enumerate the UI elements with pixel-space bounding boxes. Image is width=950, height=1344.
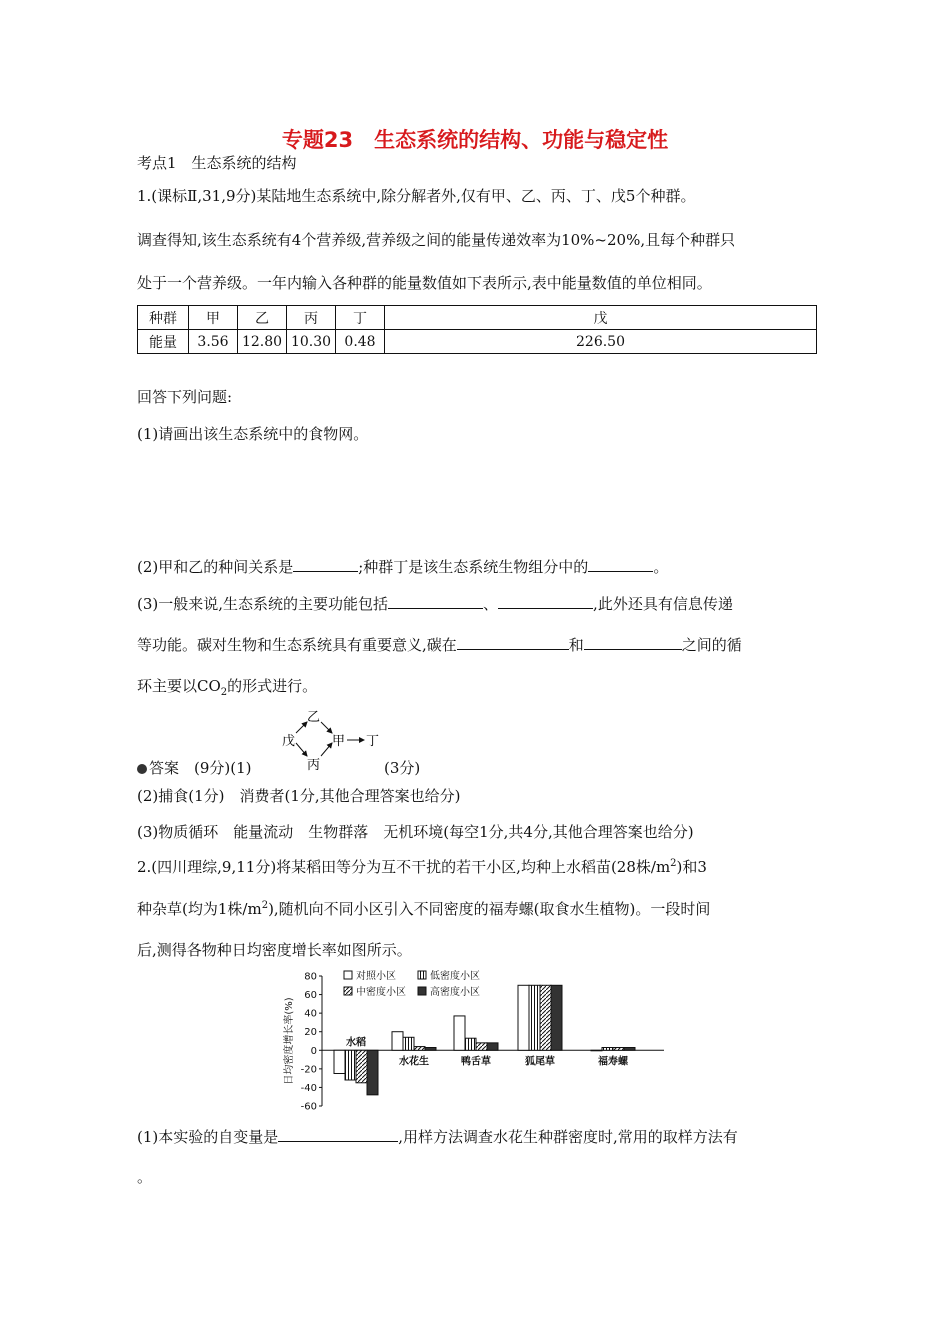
q2-line3: 后,测得各物种日均密度增长率如图所示。 [137,941,412,959]
legend-label: 中密度小区 [356,987,406,998]
q1-sub2-text-a: (2)甲和乙的种间关系是 [137,558,294,576]
q1-sub3-text-b: 、 [483,595,499,613]
food-web-diagram [276,706,386,772]
q2-line2-text-b: ),随机向不同小区引入不同密度的福寿螺(取食水生植物)。一段时间 [268,900,711,918]
bar [624,1048,635,1051]
bar [356,1050,367,1083]
bar [367,1050,378,1095]
bar [591,1050,602,1051]
q1-answer-line1 [137,757,252,778]
answer-score: (9分)(1) [194,759,252,777]
section-heading: 考点1 生态系统的结构 [137,154,297,172]
table-cell: 0.48 [336,330,385,354]
answer-blank[interactable] [457,635,569,650]
category-label: 福寿螺 [598,1056,628,1068]
q1-sub3-text-g-post: 的形式进行。 [227,677,318,695]
answer-label: 答案 [149,759,180,777]
q2-line1-text-b: )和3 [676,858,707,876]
q1-sub3-text-g-pre: 环主要以CO [137,677,221,695]
y-axis-label: 日均密度增长率(%) [284,997,295,1085]
q1-sub3-text-a: (3)一般来说,生态系统的主要功能包括 [137,595,389,613]
legend-label: 低密度小区 [430,971,480,982]
q1-sub3-line3 [137,675,317,698]
q2-sub1-text-b: ,用样方法调查水花生种群密度时,常用的取样方法有 [398,1128,738,1146]
legend-swatch [344,971,352,979]
answer-blank[interactable] [588,557,653,572]
bar [487,1043,498,1050]
q2-line1 [137,856,707,877]
y-tick-label: 40 [304,1008,317,1020]
answer-blank[interactable] [278,1127,398,1142]
food-web-node-jia: 甲 [332,734,346,749]
arrow-wu-bing [296,743,307,756]
arrow-bing-jia [321,743,332,756]
bar [425,1048,436,1051]
y-tick-label: 0 [310,1045,317,1057]
category-label: 水稻 [346,1037,366,1049]
q1-sub2-text-c: 。 [653,558,669,576]
q1-sub3-text-c: ,此外还具有信息传递 [593,595,733,613]
category-label: 狐尾草 [525,1056,555,1068]
q2-sub1-end: 。 [137,1168,153,1186]
q1-sub3-line2 [137,634,742,655]
q1-sub3-text-f: 之间的循 [681,636,742,654]
category-label: 水花生 [399,1056,429,1068]
answer-score2: (3分) [384,759,421,777]
q1-answer-line2: (2)捕食(1分) 消费者(1分,其他合理答案也给分) [137,787,461,805]
table-cell: 12.80 [238,330,287,354]
table-cell: 3.56 [189,330,238,354]
bar [392,1032,403,1051]
growth-rate-chart [278,966,678,1116]
table-header-row [138,306,817,330]
q1-answer-line3: (3)物质循环 能量流动 生物群落 无机环境(每空1分,共4分,其他合理答案也给分) [137,823,694,841]
arrow-yi-jia [321,722,332,733]
q1-sub3-text-d: 等功能。碳对生物和生态系统具有重要意义,碳在 [137,636,457,654]
answer-blank[interactable] [498,594,593,609]
legend-label: 对照小区 [356,971,396,982]
food-web-node-wu: 戊 [282,734,296,749]
y-tick-label: 60 [304,990,317,1002]
table-cell: 乙 [238,306,287,330]
q2-line1-sup: 2 [670,858,677,869]
bar [334,1050,345,1073]
q2-line2 [137,898,710,919]
q2-line2-sup: 2 [261,900,269,911]
q1-sub2 [137,556,668,577]
table-cell: 能量 [138,330,189,354]
bar [551,985,562,1050]
legend-swatch [344,987,352,995]
q1-sub2-text-b: ;种群丁是该生态系统生物组分中的 [358,558,589,576]
answer-blank[interactable] [584,635,682,650]
q1-sub3-line1 [137,593,733,614]
y-tick-label: -20 [300,1064,317,1076]
table-cell: 种群 [138,306,189,330]
food-web-node-yi: 乙 [307,710,321,725]
category-label: 鸭舌草 [461,1056,491,1068]
bar [613,1048,624,1051]
y-tick-label: -60 [300,1101,317,1113]
legend-swatch [418,987,426,995]
q2-sub1 [137,1126,738,1147]
table-cell: 丁 [336,306,385,330]
answer-blank[interactable] [388,594,483,609]
page-title: 专题23 生态系统的结构、功能与稳定性 [281,128,669,152]
table-cell: 戊 [385,306,817,330]
bar [540,985,551,1050]
y-tick-label: 20 [304,1027,317,1039]
q1-line2: 调查得知,该生态系统有4个营养级,营养级之间的能量传递效率为10%~20%,且每个种群只 [137,231,736,249]
food-web-node-ding: 丁 [366,734,380,749]
legend-swatch [418,971,426,979]
bar [454,1016,465,1050]
bar [465,1038,476,1050]
q1-sub3-subscript: 2 [220,687,228,698]
bar [518,985,529,1050]
q1-sub1: (1)请画出该生态系统中的食物网。 [137,425,369,443]
arrow-wu-yi [296,722,307,733]
bar [345,1050,356,1080]
table-cell: 甲 [189,306,238,330]
table-cell: 226.50 [385,330,817,354]
legend-label: 高密度小区 [430,987,480,998]
table-row [138,330,817,354]
table-cell: 丙 [287,306,336,330]
q2-line1-text-a: 2.(四川理综,9,11分)将某稻田等分为互不干扰的若干小区,均种上水稻苗(28株/m [137,858,671,876]
q1-line3: 处于一个营养级。一年内输入各种群的能量数值如下表所示,表中能量数值的单位相同。 [137,274,712,292]
food-web-node-bing: 丙 [307,758,321,772]
bar [529,985,540,1050]
energy-table [137,305,817,354]
answer-icon [137,764,147,774]
q1-line1: 1.(课标Ⅱ,31,9分)某陆地生态系统中,除分解者外,仅有甲、乙、丙、丁、戊5个种群。 [137,187,696,205]
q1-prompt: 回答下列问题: [137,388,233,406]
bar [414,1047,425,1051]
q1-sub3-text-e: 和 [568,636,584,654]
y-tick-label: -40 [300,1082,317,1094]
bar [602,1048,613,1051]
answer-blank[interactable] [293,557,358,572]
q2-sub1-text-a: (1)本实验的自变量是 [137,1128,279,1146]
q2-line2-text-a: 种杂草(均为1株/m [137,900,262,918]
bar [403,1037,414,1050]
y-tick-label: 80 [304,971,317,983]
table-cell: 10.30 [287,330,336,354]
bar [476,1043,487,1050]
